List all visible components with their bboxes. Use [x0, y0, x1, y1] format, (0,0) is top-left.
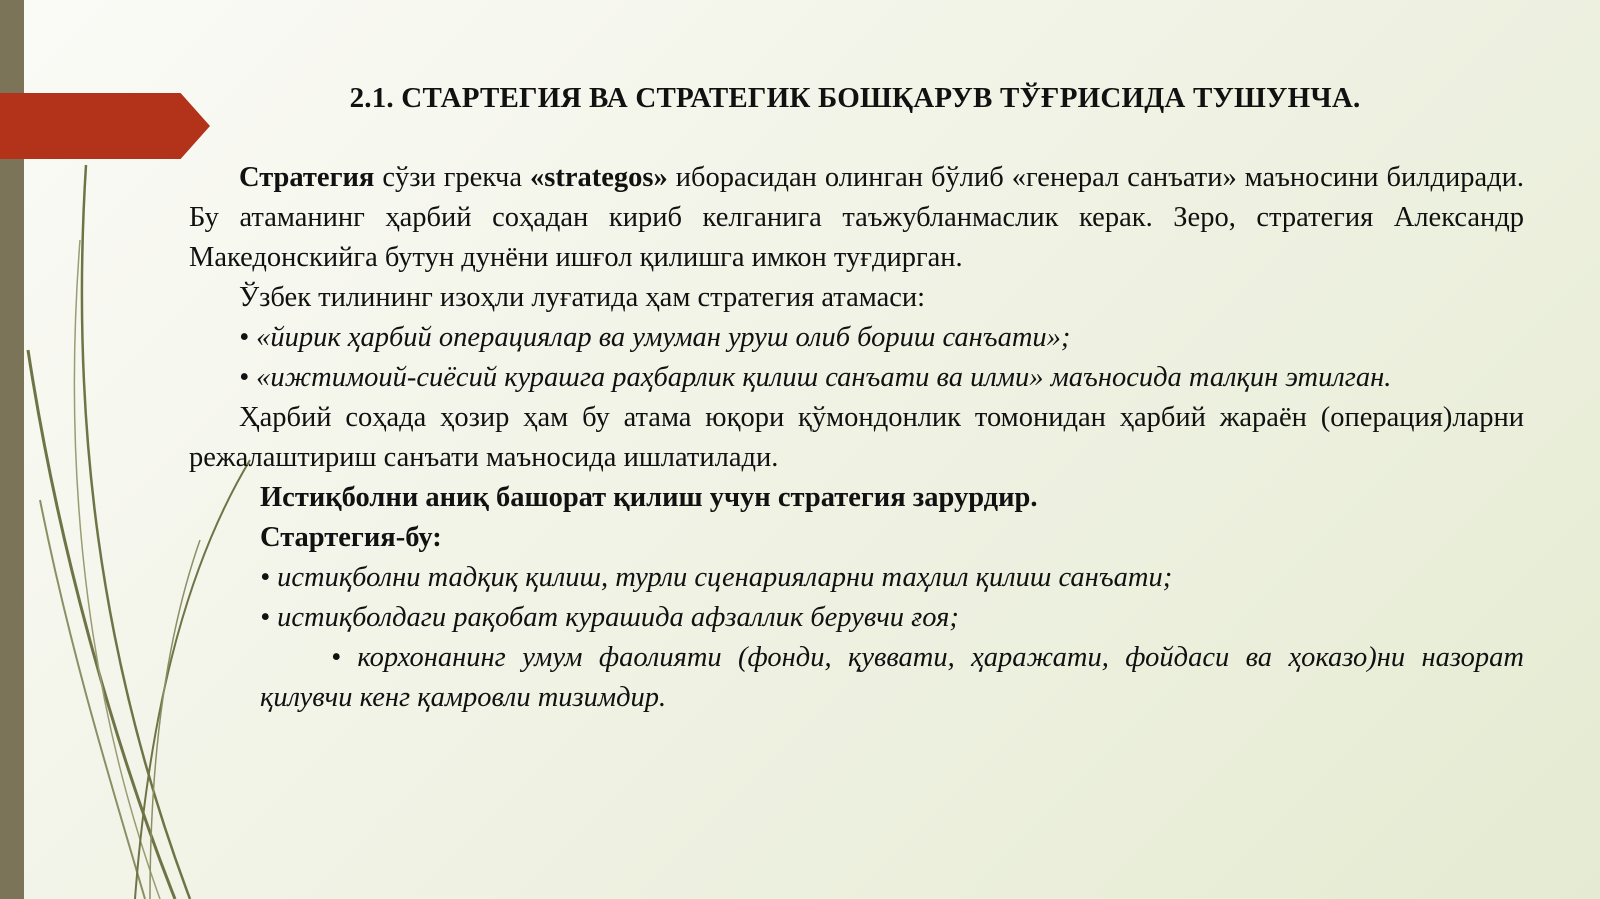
term-strategy: Стратегия — [239, 162, 375, 193]
bullet-future-research: • истиқболни тадқиқ қилиш, турли сценарияларни таҳлил қилиш санъати; — [260, 562, 1173, 593]
paragraph-strategy-is: Стартегия-бу: — [260, 522, 442, 553]
paragraph-definition — [189, 158, 1524, 278]
accent-tab — [0, 93, 210, 159]
term-strategos: «strategos» — [530, 162, 668, 193]
bullet-control-system: • корхонанинг умум фаолияти (фонди, қуввати, ҳаражати, фойдаси ва ҳоказо)ни назорат қилувчи кенг қамровли тизимдир. — [260, 642, 1524, 713]
slide-title: 2.1. СТАРТЕГИЯ ВА СТРАТЕГИК БОШҚАРУВ ТЎҒРИСИДА ТУШУНЧА. — [349, 82, 1361, 114]
definition-mid: сўзи грекча — [374, 162, 530, 193]
definition-rest: иборасидан олинган бўлиб «генерал санъати» маъносини билдиради. Бу атаманинг ҳарбий соҳадан кириб келганига таъжубланмаслик керак. Зеро, стратегия Александр Македонскийга бутун дунёни ишғол қилишга имкон туғдирган. — [189, 162, 1524, 273]
bullet-competitive-idea: • истиқболдаги рақобат курашида афзаллик берувчи ғоя; — [260, 602, 959, 633]
paragraph-dictionary: Ўзбек тилининг изоҳли луғатида ҳам стратегия атамаси: — [239, 282, 926, 313]
paragraph-military-use: Ҳарбий соҳада ҳозир ҳам бу атама юқори қўмондонлик томонидан ҳарбий жараён (операция)ларни режалаштириш санъати маъносида ишлатилади. — [189, 402, 1524, 473]
bullet-military-operations: • «йирик ҳарбий операциялар ва умуман уруш олиб бориш санъати»; — [239, 322, 1071, 353]
paragraph-forecast: Истиқболни аниқ башорат қилиш учун стратегия зарурдир. — [260, 482, 1038, 513]
slide-body — [189, 158, 1524, 718]
bullet-political-struggle: • «ижтимоий-сиёсий курашга раҳбарлик қилиш санъати ва илми» маъносида талқин этилган. — [239, 362, 1392, 393]
